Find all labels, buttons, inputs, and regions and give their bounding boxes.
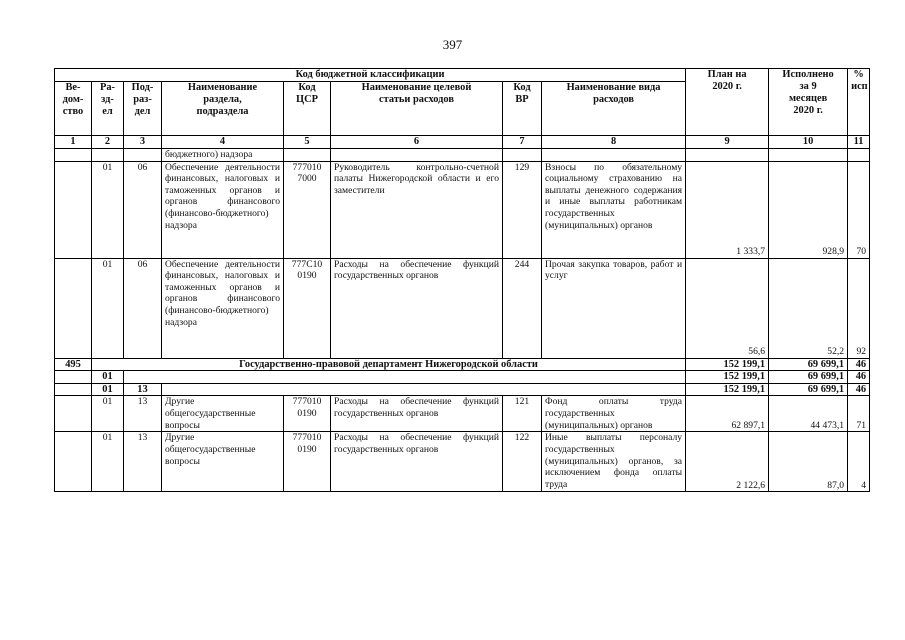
table-row xyxy=(55,432,870,492)
csr-code-cell: 777010 0190 xyxy=(284,432,331,492)
target-name-cell: Расходы на обеспечение функций государственных органов xyxy=(331,258,503,358)
executed-cell: 69 699,1 xyxy=(769,383,848,396)
expense-type-cell: Прочая закупка товаров, работ и услуг xyxy=(542,258,686,358)
percent-cell: 46 xyxy=(848,383,870,396)
column-number: 2 xyxy=(92,136,124,149)
executed-cell: 52,2 xyxy=(769,258,848,358)
column-number: 6 xyxy=(331,136,503,149)
column-number: 1 xyxy=(55,136,92,149)
header-section: Ра- зд- ел xyxy=(92,82,124,136)
header-department: Ве- дом- ство xyxy=(55,82,92,136)
header-percent: % исп xyxy=(848,69,870,136)
page-number: 397 xyxy=(442,37,463,52)
section-total-row xyxy=(55,371,870,384)
table-row xyxy=(55,149,870,162)
section-cell: 01 xyxy=(92,396,124,432)
section-cell: 01 xyxy=(92,432,124,492)
section-name-cell: Другие общегосударственные вопросы xyxy=(162,432,284,492)
csr-code-cell: 777010 7000 xyxy=(284,161,331,258)
column-number: 3 xyxy=(124,136,162,149)
department-row xyxy=(55,358,870,371)
table-row xyxy=(55,258,870,358)
table-row xyxy=(55,396,870,432)
target-name-cell: Расходы на обеспечение функций государственных органов xyxy=(331,396,503,432)
subsection-cell: 13 xyxy=(124,432,162,492)
subsection-cell: 06 xyxy=(124,258,162,358)
section-name-cell: Обеспечение деятельности финансовых, налоговых и таможенных органов и органов финансового (финансово-бюджетного) надзора xyxy=(162,161,284,258)
vr-code-cell: 244 xyxy=(503,258,542,358)
column-numbers-row xyxy=(55,136,870,149)
header-csr-code: Код ЦСР xyxy=(284,82,331,136)
subsection-cell: 13 xyxy=(124,396,162,432)
executed-cell: 69 699,1 xyxy=(769,358,848,371)
header-row-group xyxy=(55,69,870,82)
department-title: Государственно-правовой департамент Нижегородской области xyxy=(92,358,686,371)
percent-cell: 92 xyxy=(848,258,870,358)
section-cell: 01 xyxy=(92,383,124,396)
subsection-total-row xyxy=(55,383,870,396)
executed-cell: 44 473,1 xyxy=(769,396,848,432)
percent-cell: 4 xyxy=(848,432,870,492)
header-executed: Исполнено за 9 месяцев 2020 г. xyxy=(769,69,848,136)
section-name-cell: бюджетного) надзора xyxy=(162,149,284,162)
header-subsection: Под- раз- дел xyxy=(124,82,162,136)
subsection-cell: 13 xyxy=(124,383,162,396)
vr-code-cell: 129 xyxy=(503,161,542,258)
column-number: 4 xyxy=(162,136,284,149)
column-number: 5 xyxy=(284,136,331,149)
plan-cell: 152 199,1 xyxy=(686,371,769,384)
plan-cell: 56,6 xyxy=(686,258,769,358)
expense-type-cell: Фонд оплаты труда государственных (муниципальных) органов xyxy=(542,396,686,432)
expense-type-cell: Иные выплаты персоналу государственных (муниципальных) органов, за исключением фонда оплаты труда xyxy=(542,432,686,492)
vr-code-cell: 122 xyxy=(503,432,542,492)
target-name-cell: Руководитель контрольно-счетной палаты Нижегородской области и его заместители xyxy=(331,161,503,258)
header-group-title: Код бюджетной классификации xyxy=(55,69,686,82)
table-row xyxy=(55,161,870,258)
budget-table xyxy=(54,68,870,492)
column-number: 11 xyxy=(848,136,870,149)
plan-cell: 62 897,1 xyxy=(686,396,769,432)
executed-cell: 87,0 xyxy=(769,432,848,492)
executed-cell: 928,9 xyxy=(769,161,848,258)
header-plan: План на 2020 г. xyxy=(686,69,769,136)
plan-cell: 2 122,6 xyxy=(686,432,769,492)
percent-cell: 46 xyxy=(848,358,870,371)
section-name-cell: Обеспечение деятельности финансовых, налоговых и таможенных органов и органов финансового (финансово-бюджетного) надзора xyxy=(162,258,284,358)
subsection-cell: 06 xyxy=(124,161,162,258)
header-expense-type: Наименование вида расходов xyxy=(542,82,686,136)
executed-cell: 69 699,1 xyxy=(769,371,848,384)
column-number: 7 xyxy=(503,136,542,149)
percent-cell: 70 xyxy=(848,161,870,258)
plan-cell: 1 333,7 xyxy=(686,161,769,258)
column-number: 10 xyxy=(769,136,848,149)
section-cell: 01 xyxy=(92,258,124,358)
percent-cell: 46 xyxy=(848,371,870,384)
csr-code-cell: 777010 0190 xyxy=(284,396,331,432)
target-name-cell: Расходы на обеспечение функций государственных органов xyxy=(331,432,503,492)
vr-code-cell: 121 xyxy=(503,396,542,432)
department-code-cell: 495 xyxy=(55,358,92,371)
column-number: 8 xyxy=(542,136,686,149)
plan-cell: 152 199,1 xyxy=(686,383,769,396)
plan-cell: 152 199,1 xyxy=(686,358,769,371)
header-section-name: Наименование раздела, подраздела xyxy=(162,82,284,136)
csr-code-cell: 777С10 0190 xyxy=(284,258,331,358)
percent-cell: 71 xyxy=(848,396,870,432)
column-number: 9 xyxy=(686,136,769,149)
section-name-cell: Другие общегосударственные вопросы xyxy=(162,396,284,432)
section-cell: 01 xyxy=(92,371,124,384)
expense-type-cell: Взносы по обязательному социальному страхованию на выплаты денежного содержания и иные выплаты работникам государственных (муниципальных) органов xyxy=(542,161,686,258)
header-vr-code: Код ВР xyxy=(503,82,542,136)
section-cell: 01 xyxy=(92,161,124,258)
header-target-name: Наименование целевой статьи расходов xyxy=(331,82,503,136)
